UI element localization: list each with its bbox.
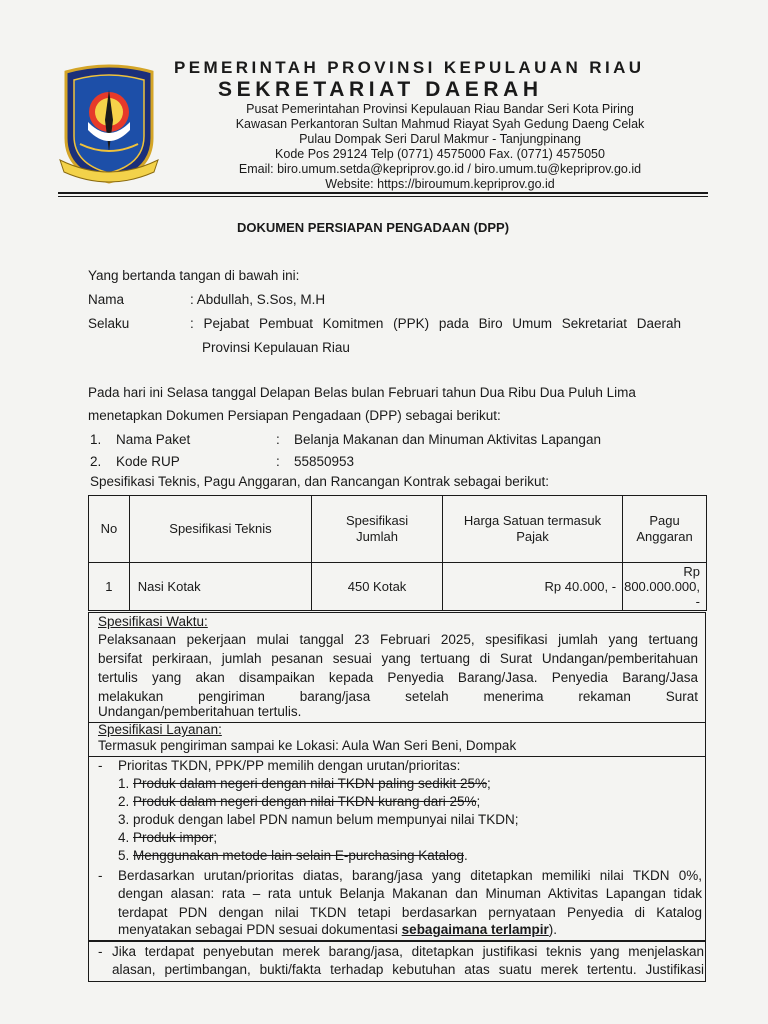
item-sep: :	[276, 454, 280, 469]
package-label: Nama Paket	[116, 432, 191, 447]
item-number: 2.	[90, 454, 102, 469]
column-header: Spesifikasi Teknis	[129, 496, 311, 563]
address-line: Pulau Dompak Seri Darul Makmur - Tanjungpinang	[299, 132, 581, 146]
tkdn-paragraph-line: terdapat PDN dengan nilai TKDN tetapi berdasarkan pernyataan Penyedia di Katalog	[118, 905, 702, 920]
letterhead-rule	[58, 192, 708, 194]
time-spec-line: melakukan pengiriman barang/jasa setelah menerima rekaman Surat	[98, 689, 698, 704]
decision-paragraph: Pada hari ini Selasa tanggal Delapan Belas bulan Februari tahun Dua Ribu Dua Puluh Lima	[88, 385, 636, 400]
tkdn-option: 4. Produk impor;	[118, 830, 218, 845]
brand-justification-line: Jika terdapat penyebutan merek barang/jasa, ditetapkan justifikasi teknis yang menjelaskan	[112, 944, 704, 959]
brand-justification-line: alasan, pertimbangan, bukti/fakta terhadap kebutuhan atas suatu merek tertentu. Justifikasi	[112, 962, 704, 977]
box-divider	[88, 940, 706, 942]
office-name: SEKRETARIAT DAERAH	[218, 78, 543, 101]
tkdn-paragraph-line: Berdasarkan urutan/prioritas diatas, barang/jasa yang ditetapkan memiliki nilai TKDN 0%,	[118, 868, 702, 883]
service-spec-text: Termasuk pengiriman sampai ke Lokasi: Aula Wan Seri Beni, Dompak	[98, 738, 517, 753]
column-header: No	[89, 496, 130, 563]
tkdn-paragraph-line: menyatakan sebagai PDN sesuai dokumentasi sebagaimana terlampir).	[118, 922, 557, 937]
government-name: PEMERINTAH PROVINSI KEPULAUAN RIAU	[174, 58, 645, 77]
package-name: Belanja Makanan dan Minuman Aktivitas Lapangan	[294, 432, 601, 447]
address-line: Pusat Pemerintahan Provinsi Kepulauan Riau Bandar Seri Kota Piring	[246, 102, 634, 116]
address-line: Kode Pos 29124 Telp (0771) 4575000 Fax. (0771) 4575050	[275, 147, 605, 161]
website-line: Website: https://biroumum.kepriprov.go.id	[325, 177, 555, 191]
column-header: Harga Satuan termasuk Pajak	[442, 496, 622, 563]
table-cell: Rp 800.000.000, -	[623, 563, 707, 611]
time-spec-line: tertulis yang akan disampaikan kepada Penyedia Barang/Jasa. Penyedia Barang/Jasa	[98, 670, 698, 685]
box-divider	[88, 756, 706, 757]
service-spec-heading: Spesifikasi Layanan:	[98, 722, 222, 737]
column-header: Spesifikasi Jumlah	[312, 496, 443, 563]
spec-intro: Spesifikasi Teknis, Pagu Anggaran, dan Rancangan Kontrak sebagai berikut:	[90, 474, 550, 489]
rup-code: 55850953	[294, 454, 355, 469]
table-cell: Nasi Kotak	[129, 563, 311, 611]
role-value-cont: Provinsi Kepulauan Riau	[202, 340, 350, 355]
letterhead-rule-thin	[58, 196, 708, 197]
email-line: Email: biro.umum.setda@kepriprov.go.id / biro.umum.tu@kepriprov.go.id	[238, 162, 642, 176]
spec-table	[88, 495, 707, 611]
document-title: DOKUMEN PERSIAPAN PENGADAAN (DPP)	[237, 220, 510, 235]
bullet-dash: -	[98, 868, 103, 883]
item-sep: :	[276, 432, 280, 447]
tkdn-option: 2. Produk dalam negeri dengan nilai TKDN kurang dari 25%;	[118, 794, 481, 809]
tkdn-option: 1. Produk dalam negeri dengan nilai TKDN paling sedikit 25%;	[118, 776, 491, 791]
provincial-emblem	[58, 60, 160, 190]
column-header: Pagu Anggaran	[623, 496, 707, 563]
table-cell: 1	[89, 563, 130, 611]
table-header-row	[89, 496, 707, 563]
table-row	[89, 563, 707, 611]
tkdn-option: 3. produk dengan label PDN namun belum mempunyai nilai TKDN;	[118, 812, 519, 827]
tkdn-intro: Prioritas TKDN, PPK/PP memilih dengan urutan/prioritas:	[118, 758, 461, 773]
role-value: : Pejabat Pembuat Komitmen (PPK) pada Biro Umum Sekretariat Daerah	[190, 316, 681, 331]
time-spec-line: bersifat perkiraan, jumlah pesanan sesuai yang tertuang di Surat Undangan/pemberitahuan	[98, 651, 698, 666]
item-number: 1.	[90, 432, 102, 447]
tkdn-option: 5. Menggunakan metode lain selain E-purchasing Katalog.	[118, 848, 468, 863]
decision-paragraph-cont: menetapkan Dokumen Persiapan Pengadaan (DPP) sebagai berikut:	[88, 408, 501, 423]
table-cell: Rp 40.000, -	[442, 563, 622, 611]
bullet-dash: -	[98, 944, 103, 959]
address-line: Kawasan Perkantoran Sultan Mahmud Riayat Syah Gedung Daeng Celak	[235, 117, 645, 131]
intro-text: Yang bertanda tangan di bawah ini:	[88, 268, 300, 283]
table-cell: 450 Kotak	[312, 563, 443, 611]
role-label: Selaku	[88, 316, 130, 331]
tkdn-paragraph-line: dengan alasan: rata – rata untuk Belanja Makanan dan Minuman Aktivitas Lapangan tidak	[118, 886, 702, 901]
time-spec-line: Pelaksanaan pekerjaan mulai tanggal 23 Februari 2025, spesifikasi jumlah yang tertuang	[98, 632, 698, 647]
name-value: : Abdullah, S.Sos, M.H	[190, 292, 326, 307]
time-spec-heading: Spesifikasi Waktu:	[98, 614, 208, 629]
name-label: Nama	[88, 292, 125, 307]
time-spec-line: Undangan/pemberitahuan tertulis.	[98, 704, 302, 719]
rup-label: Kode RUP	[116, 454, 180, 469]
bullet-dash: -	[98, 758, 103, 773]
